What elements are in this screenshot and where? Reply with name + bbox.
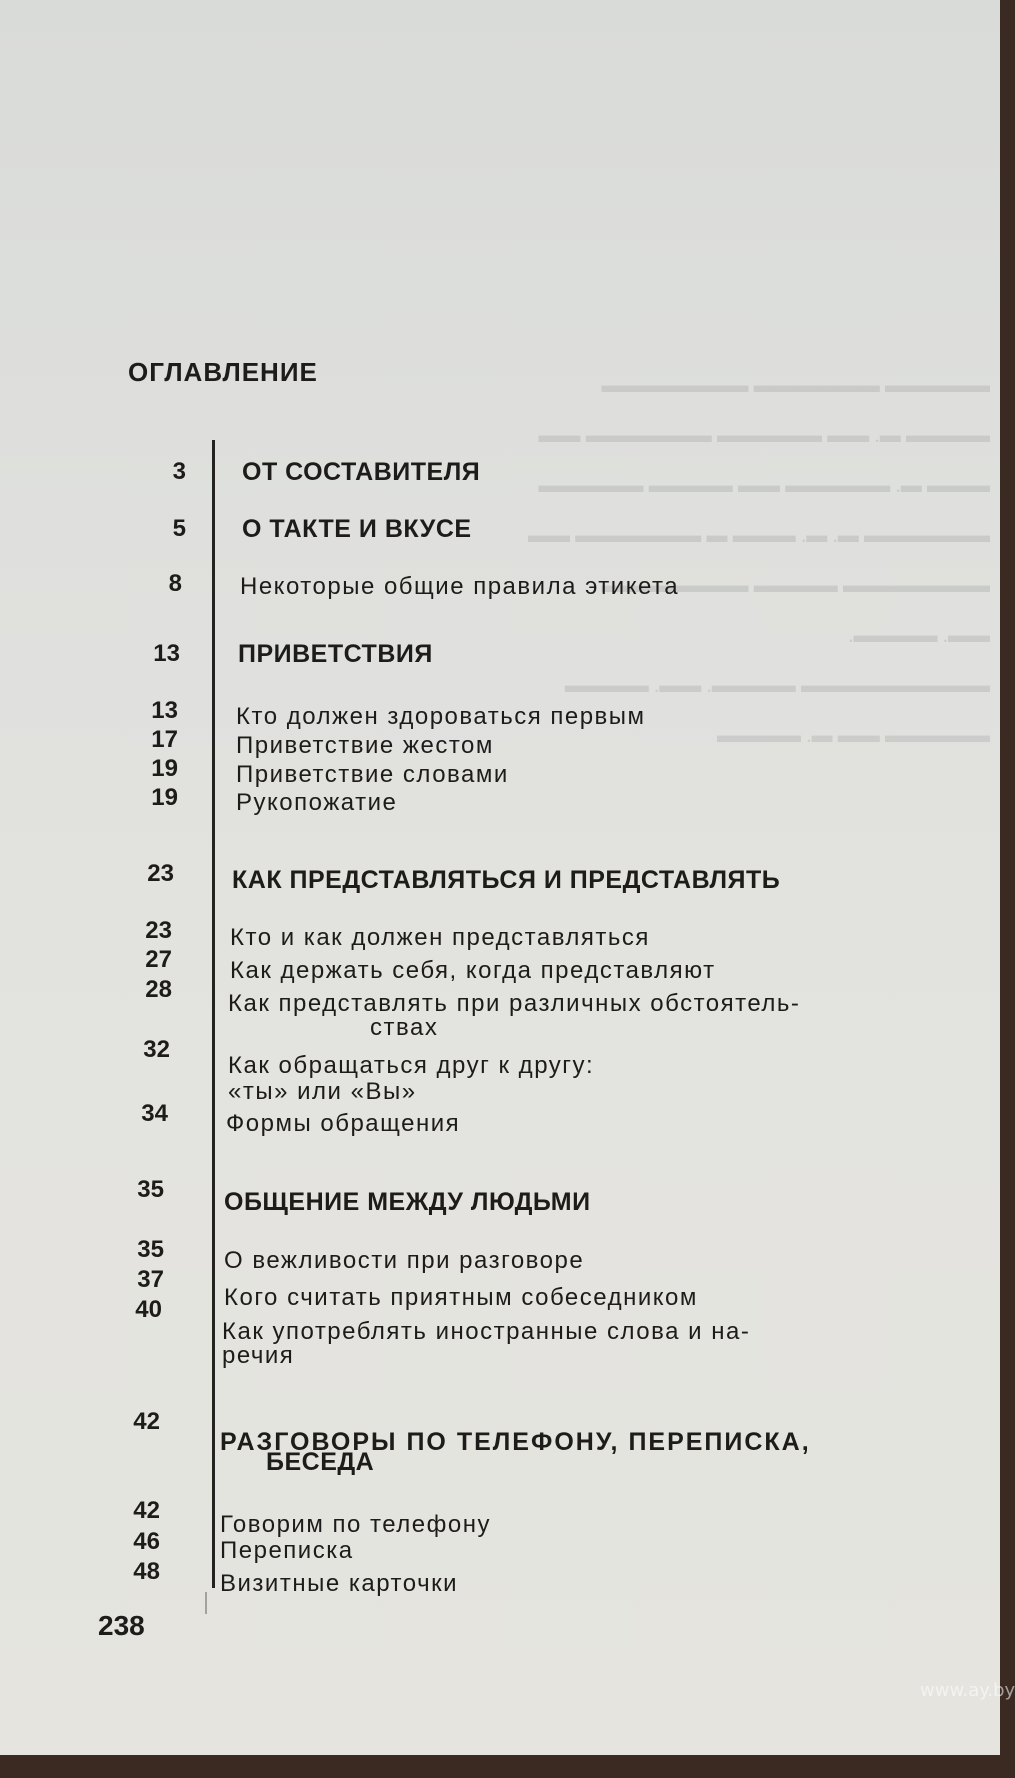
toc-section-heading: РАЗГОВОРЫ ПО ТЕЛЕФОНУ, ПЕРЕПИСКА, xyxy=(220,1428,811,1456)
toc-page-number: 19 xyxy=(151,784,178,811)
toc-subentry: Переписка xyxy=(220,1537,354,1564)
toc-page-number: 5 xyxy=(172,515,186,542)
toc-divider-line xyxy=(212,440,215,1588)
toc-page-number: 42 xyxy=(133,1497,160,1524)
toc-subentry-continuation: «ты» или «Вы» xyxy=(228,1078,417,1105)
toc-page-number: 13 xyxy=(153,640,180,667)
watermark: www.ay.by xyxy=(920,1680,1015,1701)
toc-subentry: Кто должен здороваться первым xyxy=(236,703,646,730)
toc-page-number: 19 xyxy=(151,755,178,782)
toc-subentry: Рукопожатие xyxy=(236,789,398,816)
toc-section-heading: О ТАКТЕ И ВКУСЕ xyxy=(242,515,472,543)
bleed-through-text: ▬▬▬▬▬ ▬▬▬▬▬▬ ▬▬▬▬▬▬▬ ▬▬▬▬ ▬. ▬▬ ▬▬▬▬▬ ▬▬▬▬▬▬ ▬▬ ▬▬▬ ▬. ▬▬▬▬▬ ▬▬ ▬▬▬▬ ▬▬▬▬▬ ▬▬▬▬▬▬ ▬. ▬. ▬▬▬ ▬ ▬▬▬▬▬▬ ▬▬ ▬▬▬▬▬▬▬ ▬▬▬▬ ▬▬▬▬▬▬▬ ▬▬. ▬▬▬▬. ▬▬▬▬▬▬▬▬▬ ▬▬▬▬. ▬▬. ▬▬▬▬ ▬▬▬▬▬ ▬▬ ▬. ▬▬▬▬ xyxy=(528,373,990,747)
toc-subentry-continuation: речия xyxy=(222,1342,295,1369)
toc-section-heading: ПРИВЕТСТВИЯ xyxy=(238,640,433,668)
toc-page-number: 37 xyxy=(137,1266,164,1293)
toc-subentry: Кто и как должен представляться xyxy=(230,924,650,951)
toc-title: ОГЛАВЛЕНИЕ xyxy=(128,357,318,387)
toc-page-number: 40 xyxy=(135,1296,162,1323)
toc-subentry: Визитные карточки xyxy=(220,1570,458,1597)
toc-section-heading: КАК ПРЕДСТАВЛЯТЬСЯ И ПРЕДСТАВЛЯТЬ xyxy=(232,866,781,894)
toc-page-number: 48 xyxy=(133,1558,160,1585)
toc-subentry: Как представлять при различных обстоятель- xyxy=(228,990,801,1017)
toc-subentry: Как обращаться друг к другу: xyxy=(228,1052,595,1079)
toc-section-heading: ОТ СОСТАВИТЕЛЯ xyxy=(242,458,481,486)
toc-page-number: 35 xyxy=(137,1236,164,1263)
page-number: 238 xyxy=(98,1610,145,1641)
toc-subentry-continuation: ствах xyxy=(370,1014,439,1041)
toc-page-number: 27 xyxy=(145,946,172,973)
toc-page-number: 32 xyxy=(143,1036,170,1063)
toc-subentry: Как держать себя, когда представляют xyxy=(230,957,716,984)
toc-subentry: Некоторые общие правила этикета xyxy=(240,573,680,600)
toc-subentry: О вежливости при разговоре xyxy=(224,1247,585,1274)
toc-page-number: 46 xyxy=(133,1528,160,1555)
toc-subentry: Как употреблять иностранные слова и на- xyxy=(222,1318,751,1345)
toc-divider-faint xyxy=(205,1592,207,1614)
toc-page-number: 42 xyxy=(133,1408,160,1435)
toc-page-number: 34 xyxy=(141,1100,168,1127)
toc-page-number: 23 xyxy=(145,917,172,944)
toc-page-number: 3 xyxy=(172,458,186,485)
toc-subentry: Приветствие словами xyxy=(236,761,509,788)
toc-subentry: Кого считать приятным собеседником xyxy=(224,1284,698,1311)
toc-page-number: 17 xyxy=(151,726,178,753)
toc-subentry: Говорим по телефону xyxy=(220,1511,491,1538)
toc-subentry: Формы обращения xyxy=(226,1110,461,1137)
toc-subentry: Приветствие жестом xyxy=(236,732,494,759)
toc-page-number: 23 xyxy=(147,860,174,887)
toc-section-heading: ОБЩЕНИЕ МЕЖДУ ЛЮДЬМИ xyxy=(224,1188,591,1216)
toc-section-heading-continuation: БЕСЕДА xyxy=(266,1448,375,1476)
toc-page-number: 8 xyxy=(168,570,182,597)
toc-page-number: 35 xyxy=(137,1176,164,1203)
toc-page-number: 13 xyxy=(151,697,178,724)
toc-page-number: 28 xyxy=(145,976,172,1003)
